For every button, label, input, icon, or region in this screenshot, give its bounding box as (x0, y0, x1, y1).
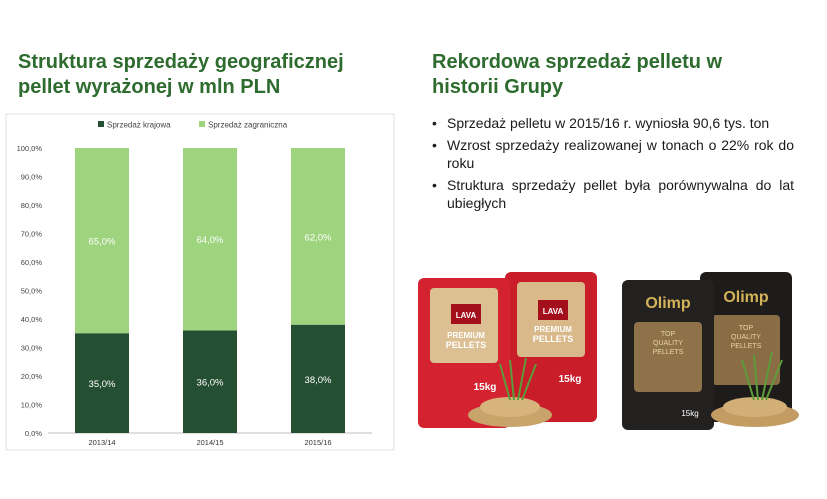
lava-line2: PELLETS (445, 340, 487, 350)
x-tick-label: 2015/16 (304, 438, 332, 447)
bullet-item: • Struktura sprzedaży pellet była porównywalna do lat ubiegłych (432, 176, 794, 212)
olimp-line2: QUALITY (653, 340, 683, 347)
y-tick-label: 50,0% (20, 286, 42, 296)
y-tick-label: 60,0% (20, 258, 42, 267)
data-label: 38,0% (304, 374, 332, 386)
bullet-list (432, 114, 794, 216)
olimp-brand: Olimp (645, 295, 691, 312)
legend-label: Sprzedaż zagraniczna (208, 120, 288, 130)
chart-title: Struktura sprzedaży geograficznej pellet wyrażonej w mln PLN (18, 51, 344, 98)
y-tick-label: 100,0% (16, 144, 42, 153)
x-tick-label: 2013/14 (88, 438, 116, 447)
legend-label: Sprzedaż krajowa (107, 120, 171, 130)
bars (75, 148, 345, 433)
section-title: Rekordowa sprzedaż pelletu w historii Grupy (432, 51, 723, 98)
data-label: 35,0% (88, 379, 116, 391)
lava-line1: PREMIUM (534, 325, 572, 334)
y-tick-label: 10,0% (20, 400, 42, 410)
y-tick-label: 70,0% (20, 229, 42, 239)
y-tick-label: 0,0% (24, 429, 42, 438)
y-tick-label: 80,0% (20, 201, 42, 210)
bullet-item: • Wzrost sprzedaży realizowanej w tonach o 22% rok do roku (432, 136, 794, 172)
olimp-line2: QUALITY (731, 334, 761, 341)
y-tick-label: 20,0% (20, 372, 42, 381)
olimp-line1: TOP (738, 325, 754, 332)
y-tick-label: 40,0% (20, 315, 42, 324)
lava-weight: 15kg (473, 382, 497, 393)
y-tick-label: 90,0% (20, 172, 42, 182)
lava-weight: 15kg (558, 374, 582, 385)
data-label: 64,0% (196, 235, 224, 247)
data-label: 65,0% (88, 236, 116, 248)
lava-brand: LAVA (542, 307, 564, 316)
legend-swatch (98, 121, 104, 127)
x-tick-label: 2014/15 (196, 438, 224, 447)
stacked-bar-chart (0, 110, 400, 455)
olimp-weight: 15kg (681, 409, 699, 418)
olimp-line3: PELLETS (652, 349, 684, 356)
data-label: 36,0% (196, 377, 224, 389)
olimp-line3: PELLETS (730, 343, 762, 350)
data-label: 62,0% (304, 232, 332, 244)
product-photo (410, 260, 822, 435)
olimp-bag-front (622, 280, 714, 430)
lava-line2: PELLETS (532, 334, 574, 344)
olimp-line1: TOP (660, 331, 676, 338)
y-tick-label: 30,0% (20, 343, 42, 353)
olimp-brand: Olimp (723, 289, 769, 306)
legend-swatch (199, 121, 205, 127)
lava-line1: PREMIUM (447, 331, 485, 340)
lava-brand: LAVA (455, 311, 477, 320)
bullet-item: • Sprzedaż pelletu w 2015/16 r. wyniosła 90,6 tys. ton (432, 114, 794, 132)
